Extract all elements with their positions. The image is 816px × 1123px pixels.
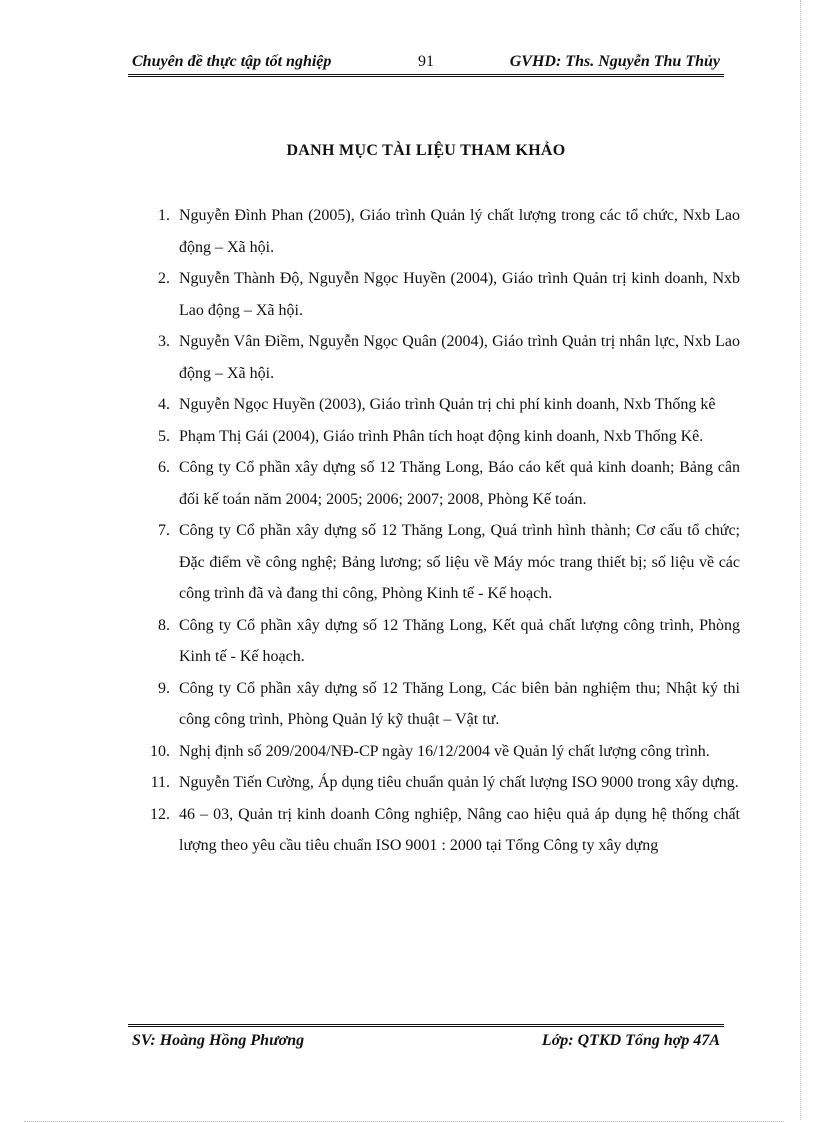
reference-item [140, 326, 740, 389]
reference-item [140, 736, 740, 768]
page-header [132, 50, 720, 76]
page-edge-right [800, 0, 801, 1120]
reference-item [140, 515, 740, 610]
reference-number: 8. [158, 616, 170, 634]
reference-text: Công ty Cổ phần xây dựng số 12 Thăng Long, Quá trình hình thành; Cơ cấu tổ chức; Đặc điểm về công nghệ; Bảng lương; số liệu về Máy móc trang thiết bị; số liệu về các công trình đã và đang thi công, Phòng Kinh tế - Kế hoạch. [179, 522, 740, 602]
reference-number: 1. [158, 207, 170, 224]
reference-text: Nguyễn Vân Điềm, Nguyễn Ngọc Quân (2004), Giáo trình Quản trị nhân lực, Nxb Lao động – Xã hội. [179, 333, 740, 382]
reference-text: 46 – 03, Quản trị kinh doanh Công nghiệp, Nâng cao hiệu quả áp dụng hệ thống chất lượng theo yêu cầu tiêu chuẩn ISO 9001 : 2000 tại Tổng Công ty xây dựng [179, 805, 740, 854]
section-title: DANH MỤC TÀI LIỆU THAM KHẢO [286, 142, 566, 159]
reference-text: Phạm Thị Gái (2004), Giáo trình Phân tích hoạt động kinh doanh, Nxb Thống Kê. [179, 427, 704, 445]
reference-item [140, 263, 740, 326]
reference-text: Nguyễn Tiến Cường, Áp dụng tiêu chuẩn quản lý chất lượng ISO 9000 trong xây dựng. [179, 774, 739, 791]
reference-item [140, 421, 740, 453]
header-report-title: Chuyên đề thực tập tốt nghiệp [132, 53, 332, 70]
reference-list [140, 200, 740, 862]
footer-divider [128, 1024, 724, 1027]
reference-number: 10. [150, 742, 170, 760]
reference-item [140, 610, 740, 673]
footer-class: Lớp: QTKD Tổng hợp 47A [541, 1032, 720, 1049]
reference-number: 9. [158, 679, 170, 697]
header-divider [128, 74, 724, 77]
reference-number: 11. [150, 774, 170, 791]
reference-number: 4. [158, 396, 170, 413]
reference-text: Nghị định số 209/2004/NĐ-CP ngày 16/12/2004 về Quản lý chất lượng công trình. [179, 742, 710, 760]
reference-item [140, 767, 740, 799]
reference-number: 6. [158, 459, 170, 476]
reference-text: Công ty Cổ phần xây dựng số 12 Thăng Long, Báo cáo kết quả kinh doanh; Bảng cân đối kế toán năm 2004; 2005; 2006; 2007; 2008, Phòng Kế toán. [179, 459, 740, 508]
reference-number: 12. [150, 805, 170, 823]
reference-text: Nguyễn Đình Phan (2005), Giáo trình Quản lý chất lượng trong các tổ chức, Nxb Lao động – Xã hội. [179, 207, 740, 256]
reference-number: 2. [158, 270, 170, 287]
page-footer [132, 1032, 720, 1056]
reference-item [140, 389, 740, 421]
reference-text: Nguyễn Ngọc Huyền (2003), Giáo trình Quản trị chi phí kinh doanh, Nxb Thống kê [179, 396, 716, 413]
page-edge-bottom [24, 1121, 784, 1122]
reference-text: Công ty Cổ phần xây dựng số 12 Thăng Long, Kết quả chất lượng công trình, Phòng Kinh tế - Kế hoạch. [179, 616, 740, 665]
reference-text: Nguyễn Thành Độ, Nguyễn Ngọc Huyền (2004), Giáo trình Quản trị kinh doanh, Nxb Lao động – Xã hội. [179, 270, 740, 319]
reference-item [140, 200, 740, 263]
reference-number: 7. [158, 522, 170, 539]
reference-text: Công ty Cổ phần xây dựng số 12 Thăng Long, Các biên bản nghiệm thu; Nhật ký thi công công trình, Phòng Quản lý kỹ thuật – Vật tư. [179, 679, 740, 728]
reference-item [140, 452, 740, 515]
header-page-number: 91 [418, 53, 434, 70]
reference-number: 3. [158, 333, 170, 350]
reference-number: 5. [158, 427, 170, 445]
header-supervisor: GVHD: Ths. Nguyễn Thu Thủy [509, 53, 720, 70]
reference-item [140, 799, 740, 862]
reference-item [140, 673, 740, 736]
footer-student: SV: Hoàng Hồng Phương [132, 1032, 305, 1049]
